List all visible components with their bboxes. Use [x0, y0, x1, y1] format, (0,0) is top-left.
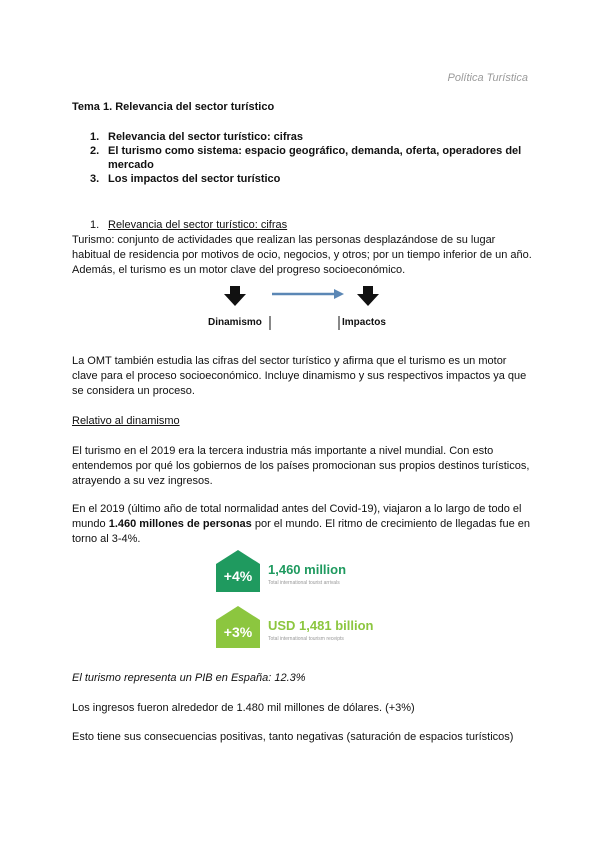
toc-item — [90, 130, 530, 144]
paragraph-income: Los ingresos fueron alrededor de 1.480 mil millones de dólares. (+3%) — [72, 702, 415, 714]
right-arrow-head — [334, 289, 344, 299]
dynamism-impacts-figure — [206, 280, 396, 332]
arrivals-stat — [214, 548, 390, 594]
paragraph-2019-part2: por el mundo. El ritmo de crecimiento de llegadas fue en torno al 3-4%. — [72, 518, 530, 545]
toc-item — [90, 144, 530, 172]
receipts-stat — [214, 604, 390, 650]
impacts-label: Impactos — [342, 317, 386, 328]
section-number: 1. — [90, 219, 100, 231]
arrivals-growth: +4% — [223, 568, 253, 584]
receipts-badge — [216, 604, 260, 648]
receipts-value: USD 1,481 billion — [268, 618, 374, 633]
toc-item — [90, 172, 530, 186]
down-arrow-icon — [224, 286, 246, 306]
section-title: Relevancia del sector turístico: cifras — [108, 219, 288, 231]
receipts-caption: Total international tourism receipts — [268, 636, 344, 642]
tourism-stats-figure — [214, 548, 390, 650]
down-arrow-icon — [357, 286, 379, 306]
paragraph-definition: Turismo: conjunto de actividades que realizan las personas desplazándose de su lugar habitual de residencia por motivos de ocio, negocios, y otros; por un tiempo inferior de un año. Además, el turismo es un motor clave del progreso socioeconómico. — [72, 234, 532, 276]
toc-item-number: 1. — [90, 131, 100, 143]
paragraph-2019 — [72, 502, 532, 547]
arrivals-value: 1,460 million — [268, 562, 347, 577]
toc-item-number: 2. — [90, 145, 100, 157]
receipts-growth: +3% — [223, 624, 253, 640]
paragraph-consequences: Esto tiene sus consecuencias positivas, tanto negativas (saturación de espacios turísticos) — [72, 731, 514, 743]
toc-item-number: 3. — [90, 173, 100, 185]
paragraph-industry: El turismo en el 2019 era la tercera industria más importante a nivel mundial. Con esto entendemos por qué los gobiernos de los países promocionan sus propios destinos turísticos, atrayendo a su vez ingresos. — [72, 445, 530, 487]
toc-item-text: El turismo como sistema: espacio geográfico, demanda, oferta, operadores del mercado — [108, 145, 522, 171]
page-header: Política Turística — [447, 72, 528, 84]
arrivals-caption: Total international tourist arrivals — [268, 580, 340, 586]
toc-item-text: Relevancia del sector turístico: cifras — [108, 131, 304, 143]
dynamism-label: Dinamismo — [208, 317, 262, 328]
paragraph-2019-part1: En el 2019 (último año de total normalidad antes del Covid-19), viajaron a lo largo de todo el mundo — [72, 503, 522, 530]
paragraph-2019-highlight: 1.460 millones de personas — [108, 518, 252, 530]
page-title: Tema 1. Relevancia del sector turístico — [72, 101, 275, 113]
paragraph-gdp: El turismo representa un PIB en España: 12.3% — [72, 672, 306, 684]
section-heading — [90, 219, 287, 231]
arrivals-badge — [216, 548, 260, 592]
paragraph-omt: La OMT también estudia las cifras del sector turístico y afirma que el turismo es un motor clave para el proceso socioeconómico. Incluye dinamismo y sus respectivos impactos ya que se considera un proceso. — [72, 355, 527, 397]
subheading-dynamism: Relativo al dinamismo — [72, 415, 180, 427]
toc-item-text: Los impactos del sector turístico — [108, 173, 281, 185]
table-of-contents — [90, 130, 530, 186]
